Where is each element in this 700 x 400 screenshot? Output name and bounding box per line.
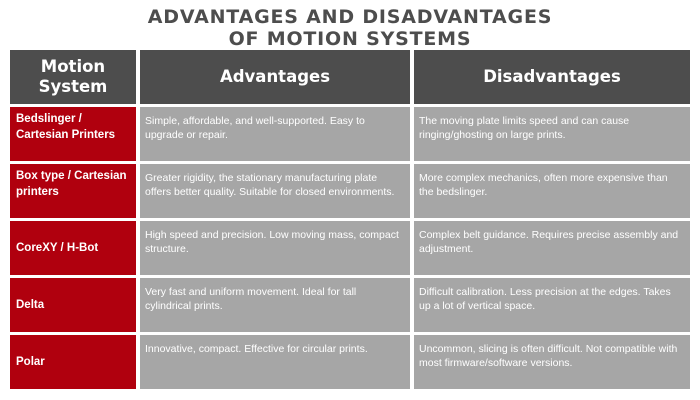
page-title: [0, 6, 700, 50]
advantages-cell-box-type: Greater rigidity, the stationary manufacturing plate offers better quality. Suitable for closed environments.: [140, 164, 410, 218]
row-header-bedslinger: Bedslinger / Cartesian Printers: [10, 107, 136, 161]
disadvantages-cell-corexy: Complex belt guidance. Requires precise assembly and adjustment.: [414, 221, 690, 275]
header-motion-system: Motion System: [10, 50, 136, 104]
row-header-delta: Delta: [10, 278, 136, 332]
header-disadvantages: Disadvantages: [414, 50, 690, 104]
row-header-polar: Polar: [10, 335, 136, 389]
disadvantages-cell-polar: Uncommon, slicing is often difficult. Not compatible with most firmware/software versions.: [414, 335, 690, 389]
title-line-2: OF MOTION SYSTEMS: [228, 28, 472, 50]
advantages-cell-corexy: High speed and precision. Low moving mass, compact structure.: [140, 221, 410, 275]
disadvantages-cell-box-type: More complex mechanics, often more expensive than the bedslinger.: [414, 164, 690, 218]
comparison-table: [10, 50, 690, 389]
advantages-cell-delta: Very fast and uniform movement. Ideal for tall cylindrical prints.: [140, 278, 410, 332]
advantages-cell-bedslinger: Simple, affordable, and well-supported. Easy to upgrade or repair.: [140, 107, 410, 161]
title-line-1: ADVANTAGES AND DISADVANTAGES: [147, 6, 553, 28]
row-header-corexy: CoreXY / H-Bot: [10, 221, 136, 275]
advantages-cell-polar: Innovative, compact. Effective for circular prints.: [140, 335, 410, 389]
disadvantages-cell-delta: Difficult calibration. Less precision at the edges. Takes up a lot of vertical space.: [414, 278, 690, 332]
row-header-box-type: Box type / Cartesian printers: [10, 164, 136, 218]
disadvantages-cell-bedslinger: The moving plate limits speed and can cause ringing/ghosting on large prints.: [414, 107, 690, 161]
header-advantages: Advantages: [140, 50, 410, 104]
